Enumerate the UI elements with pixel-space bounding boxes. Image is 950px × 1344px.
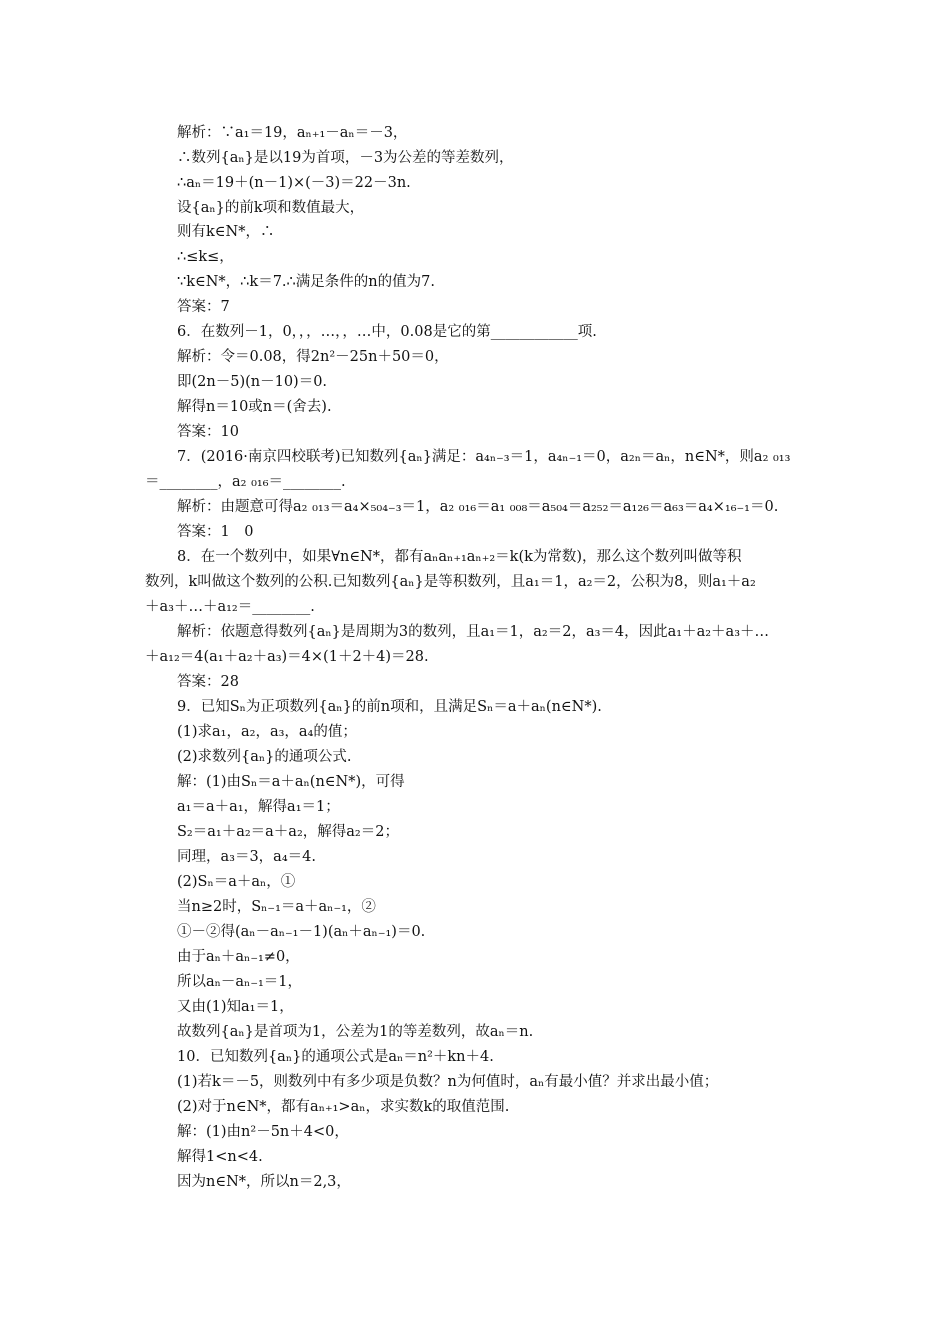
text-line: 即(2n－5)(n－10)＝0.	[177, 374, 328, 390]
text-line: 同理，a₃＝3，a₄＝4.	[177, 849, 316, 865]
answer-line: 答案：1 0	[177, 524, 254, 540]
text-line: 解析：∵a₁＝19，aₙ₊₁－aₙ＝－3，	[177, 125, 408, 141]
text-line: ＋a₃＋…＋a₁₂＝________.	[145, 599, 315, 615]
text-line: 解得1<n<4.	[177, 1149, 263, 1165]
answer-line: 答案：10	[177, 424, 239, 440]
answer-line: 答案：7	[177, 299, 230, 315]
text-line: S₂＝a₁＋a₂＝a＋a₂，解得a₂＝2；	[177, 824, 399, 840]
text-line: 又由(1)知a₁＝1，	[177, 999, 294, 1015]
question-8: 8．在一个数列中，如果∀n∈N*，都有aₙaₙ₊₁aₙ₊₂＝k(k为常数)，那么这个数列叫做等积	[177, 549, 742, 565]
text-line: ①－②得(aₙ－aₙ₋₁－1)(aₙ＋aₙ₋₁)＝0.	[177, 924, 426, 940]
text-line: 则有k∈N*，∴	[177, 224, 275, 240]
text-line: 因为n∈N*，所以n＝2,3，	[177, 1174, 351, 1190]
text-line: 解：(1)由n²－5n＋4<0，	[177, 1124, 349, 1140]
question-6: 6．在数列－1，0，，，…，，…中，0.08是它的第____________项.	[177, 324, 597, 340]
text-line: (2)Sₙ＝a＋aₙ，①	[177, 874, 296, 890]
text-line: 故数列{aₙ}是首项为1，公差为1的等差数列，故aₙ＝n.	[177, 1024, 534, 1040]
question-7: 7．(2016·南京四校联考)已知数列{aₙ}满足：a₄ₙ₋₃＝1，a₄ₙ₋₁＝0，a₂ₙ＝aₙ，n∈N*，则a₂ ₀₁₃	[177, 449, 791, 465]
question-10: 10．已知数列{aₙ}的通项公式是aₙ＝n²＋kn＋4.	[177, 1049, 494, 1065]
text-line: ＋a₁₂＝4(a₁＋a₂＋a₃)＝4×(1＋2＋4)＝28.	[145, 649, 429, 665]
text-line: ∵k∈N*，∴k＝7.∴满足条件的n的值为7.	[177, 274, 435, 290]
text-line: 所以aₙ－aₙ₋₁＝1，	[177, 974, 303, 990]
text-line: 解析：令＝0.08，得2n²－25n＋50＝0，	[177, 349, 449, 365]
text-line: 解析：依题意得数列{aₙ}是周期为3的数列，且a₁＝1，a₂＝2，a₃＝4，因此a₁＋a₂＋a₃＋…	[177, 624, 770, 640]
text-line: ＝________，a₂ ₀₁₆＝________.	[145, 474, 346, 490]
text-line: 解得n＝10或n＝(舍去).	[177, 399, 332, 415]
text-line: (1)求a₁，a₂，a₃，a₄的值；	[177, 724, 357, 740]
text-line: 当n≥2时，Sₙ₋₁＝a＋aₙ₋₁，②	[177, 899, 376, 915]
text-line: (1)若k＝－5，则数列中有多少项是负数？n为何值时，aₙ有最小值？并求出最小值；	[177, 1074, 719, 1090]
text-line: 解析：由题意可得a₂ ₀₁₃＝a₄×₅₀₄₋₃＝1，a₂ ₀₁₆＝a₁ ₀₀₈＝a₅₀₄＝a₂₅₂＝a₁₂₆＝a₆₃＝a₄×₁₆₋₁＝0.	[177, 499, 779, 515]
text-line: a₁＝a＋a₁，解得a₁＝1；	[177, 799, 340, 815]
text-line: ∴数列{aₙ}是以19为首项，－3为公差的等差数列，	[177, 150, 514, 166]
text-line: 数列，k叫做这个数列的公积.已知数列{aₙ}是等积数列，且a₁＝1，a₂＝2，公积为8，则a₁＋a₂	[145, 574, 756, 590]
text-line: 由于aₙ＋aₙ₋₁≠0，	[177, 949, 300, 965]
text-line: ∴≤k≤，	[177, 249, 234, 265]
text-line: 解：(1)由Sₙ＝a＋aₙ(n∈N*)，可得	[177, 774, 405, 790]
question-9: 9．已知Sₙ为正项数列{aₙ}的前n项和，且满足Sₙ＝a＋aₙ(n∈N*).	[177, 699, 602, 715]
answer-line: 答案：28	[177, 674, 239, 690]
text-line: 设{aₙ}的前k项和数值最大，	[177, 200, 365, 216]
text-line: (2)求数列{aₙ}的通项公式.	[177, 749, 352, 765]
text-line: (2)对于n∈N*，都有aₙ₊₁>aₙ，求实数k的取值范围.	[177, 1099, 510, 1115]
text-line: ∴aₙ＝19＋(n－1)×(－3)＝22－3n.	[177, 175, 411, 191]
